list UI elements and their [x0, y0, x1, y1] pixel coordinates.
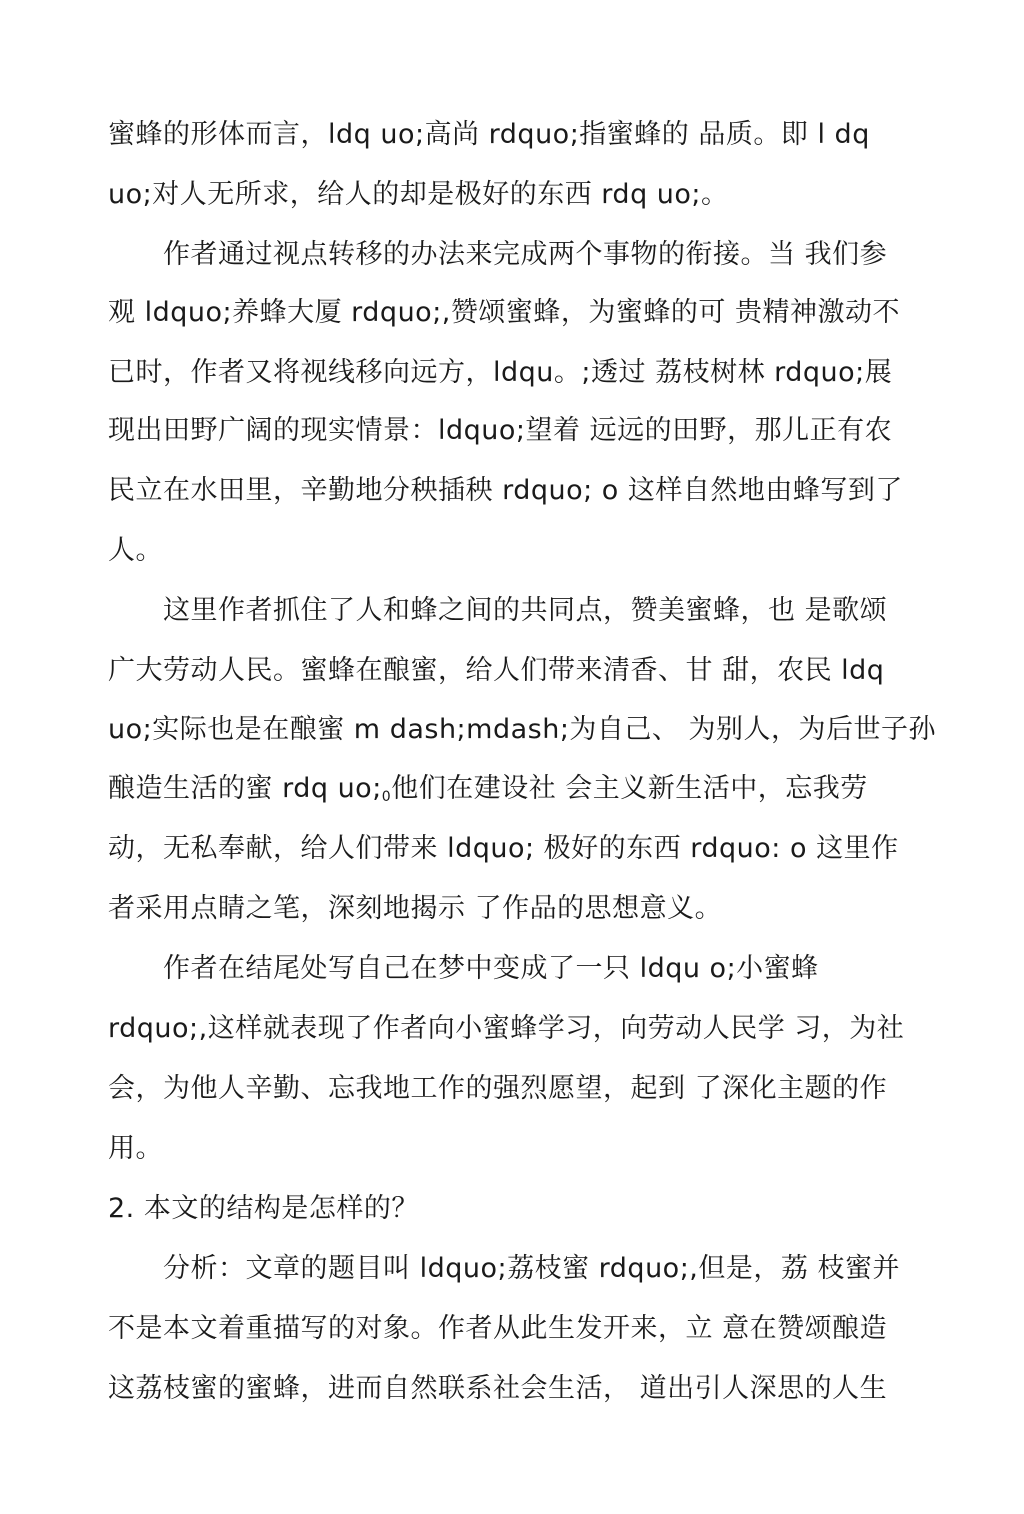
text-line-9: 这里作者抓住了人和蜂之间的共同点，赞美蜜蜂，也 是歌颂 [108, 595, 888, 626]
text-line-12-start: 酿造生活的蜜 rdq uo; [108, 773, 382, 804]
text-line-4: 观 ldquo;养蜂大厦 rdquo;,赞颂蜜蜂，为蜜蜂的可 贵精神激动不 [108, 297, 900, 328]
text-line-12 [108, 771, 868, 815]
text-line-22: 这荔枝蜜的蜜蜂，进而自然联系社会生活， 道出引人深思的人生 [108, 1373, 888, 1404]
text-line-1: 蜜蜂的形体而言，ldq uo;高尚 rdquo;指蜜蜂的 品质。即 l dq [108, 119, 870, 150]
subscript-mark: 0 [381, 789, 392, 805]
text-line-2: uo;对人无所求，给人的却是极好的东西 rdq uo;。 [108, 179, 729, 210]
text-line-15: 作者在结尾处写自己在梦中变成了一只 ldqu o;小蜜蜂 [108, 953, 819, 984]
text-line-3: 作者通过视点转移的办法来完成两个事物的衔接。当 我们参 [108, 239, 888, 270]
text-line-8: 人。 [108, 535, 163, 566]
text-line-5: 已时，作者又将视线移向远方，ldqu。;透过 荔枝树林 rdquo;展 [108, 357, 893, 388]
text-line-20: 分析：文章的题目叫 ldquo;荔枝蜜 rdquo;,但是，荔 枝蜜并 [108, 1253, 900, 1284]
text-line-14: 者采用点睛之笔，深刻地揭示 了作品的思想意义。 [108, 893, 723, 924]
text-line-6: 现出田野广阔的现实情景：ldquo;望着 远远的田野，那儿正有农 [108, 415, 893, 446]
text-line-17: 会，为他人辛勤、忘我地工作的强烈愿望，起到 了深化主题的作 [108, 1073, 888, 1104]
text-line-11: uo;实际也是在酿蜜 m dash;mdash;为自己、 为别人，为后世子孙 [108, 714, 936, 745]
text-line-13: 动，无私奉献，给人们带来 ldquo; 极好的东西 rdquo: o 这里作 [108, 833, 899, 864]
text-line-19: 2. 本文的结构是怎样的？ [108, 1193, 419, 1224]
text-line-12-end: 他们在建设社 会主义新生活中，忘我劳 [391, 773, 868, 804]
text-line-7: 民立在水田里，辛勤地分秧插秧 rdquo; o 这样自然地由蜂写到了 [108, 475, 903, 506]
text-line-18: 用。 [108, 1133, 163, 1164]
text-line-21: 不是本文着重描写的对象。作者从此生发开来，立 意在赞颂酿造 [108, 1313, 888, 1344]
text-line-10: 广大劳动人民。蜜蜂在酿蜜，给人们带来清香、甘 甜，农民 ldq [108, 655, 885, 686]
text-line-16: rdquo;,这样就表现了作者向小蜜蜂学习，向劳动人民学 习，为社 [108, 1013, 905, 1044]
